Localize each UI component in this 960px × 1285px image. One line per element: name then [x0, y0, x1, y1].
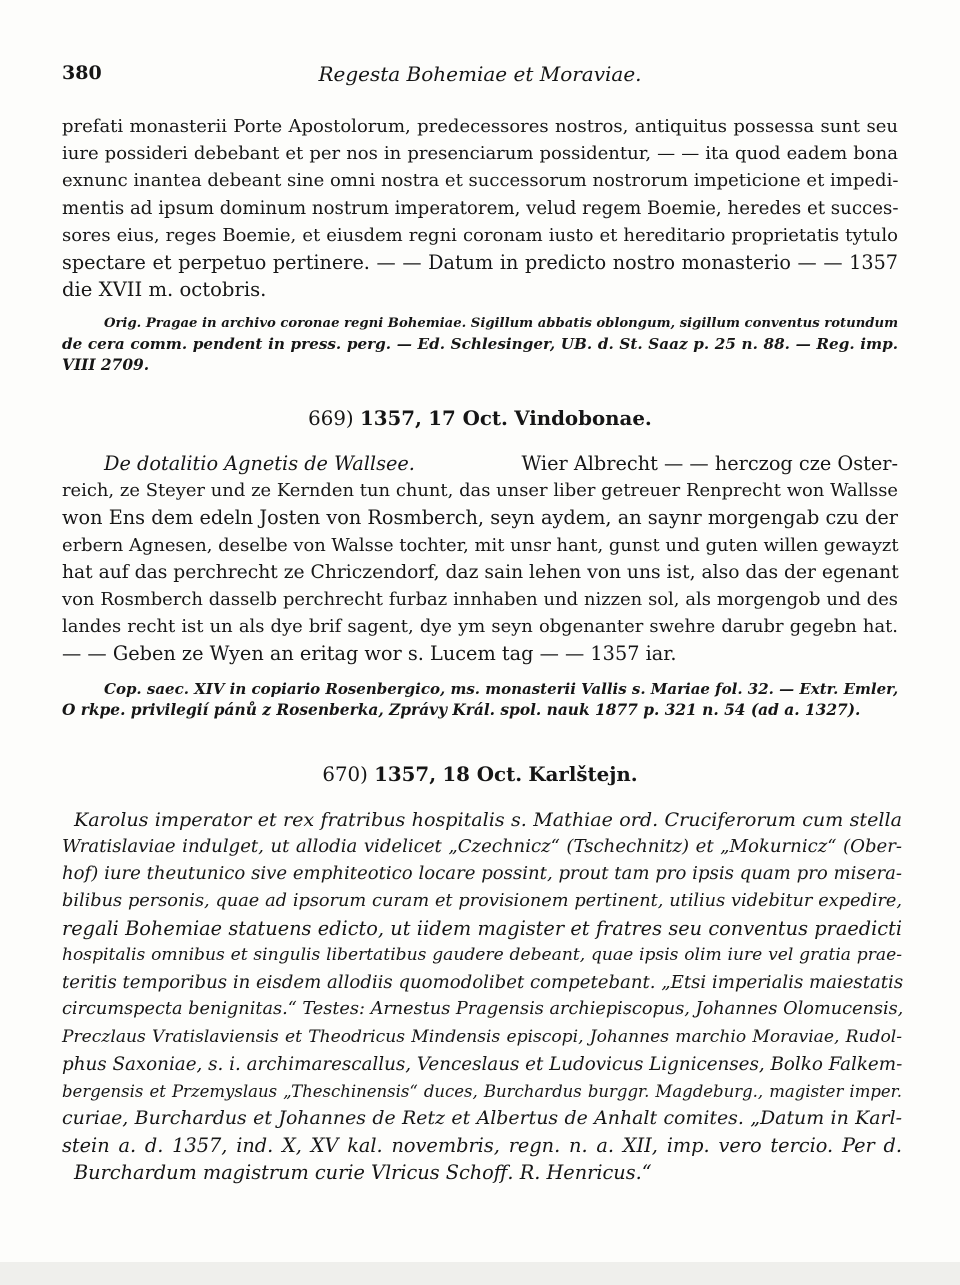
text-line: von Rosmberch dasselb perchrecht furbaz innhaben und nizzen sol, als morgengob und des: [62, 588, 898, 610]
text-line: mentis ad ipsum dominum nostrum imperatorem, velud regem Boemie, heredes et succes-: [62, 197, 899, 219]
text-line: landes recht ist un als dye brif sagent, dye ym seyn obgenanter swehre darubr gegebn hat.: [62, 616, 898, 638]
regest-summary: De dotalitio Agnetis de Wallsee.: [104, 452, 415, 475]
running-title: Regesta Bohemiae et Moraviae.: [318, 62, 642, 86]
text-line: phus Saxoniae, s. i. archimarescallus, Venceslaus et Ludovicus Lignicenses, Bolko Falkem-: [62, 1053, 903, 1075]
page-header: [62, 62, 898, 90]
entry-number: 669): [308, 407, 354, 430]
entry-text: [62, 450, 898, 668]
entry-place: Karlštejn.: [528, 762, 638, 786]
entry-date: 17 Oct.: [428, 406, 508, 430]
text-line: bilibus personis, quae ad ipsorum curam et provisionem pertinent, utilius videbitur expedire,: [62, 890, 902, 911]
text-line: spectare et perpetuo pertinere. — — Datum in predicto nostro monasterio — — 1357: [62, 250, 898, 274]
text-line: teritis temporibus in eisdem allodiis quomodolibet competebant. „Etsi imperialis maiestatis: [62, 972, 904, 994]
scan-bottom-edge: [0, 1262, 960, 1285]
entry-heading: [62, 406, 898, 430]
continuation-text: [62, 113, 898, 303]
page-number: 380: [62, 62, 102, 84]
text-line: bergensis et Przemyslaus „Theschinensis“ duces, Burchardus burggr. Magdeburg., magister imper.: [62, 1081, 902, 1101]
text-line: curiae, Burchardus et Johannes de Retz et Albertus de Anhalt comites. „Datum in Karl-: [62, 1107, 902, 1130]
entry-number: 670): [322, 763, 368, 786]
note-line: Orig. Pragae in archivo coronae regni Bohemiae. Sigillum abbatis oblongum, sigillum conventus rotundum: [104, 316, 899, 331]
note-line: VIII 2709.: [62, 356, 150, 374]
text-line: circumspecta benignitas.“ Testes: Arnestus Pragensis archiepiscopus, Johannes Olomucensis,: [62, 999, 904, 1020]
entry-date: 18 Oct.: [442, 762, 523, 786]
entry-heading: [62, 762, 898, 786]
note-line: Cop. saec. XIV in copiario Rosenbergico, ms. monasterii Vallis s. Mariae fol. 32. — Extr. Emler,: [104, 680, 899, 698]
text-line: — — Geben ze Wyen an eritag wor s. Lucem tag — — 1357 iar.: [62, 642, 677, 666]
entry-place: Vindobonae.: [514, 406, 652, 430]
text-line: sores eius, reges Boemie, et eiusdem regni coronam iusto et hereditario proprietatis tytulo: [62, 224, 898, 246]
text-line: won Ens dem edeln Josten von Rosmberch, seyn aydem, an saynr morgengab czu der: [62, 506, 898, 530]
text-line: iure possideri debebant et per nos in presenciarum possidentur, — — ita quod eadem bona: [62, 143, 898, 165]
note-line: O rkpe. privilegií pánů z Rosenberka, Zprávy Král. spol. nauk 1877 p. 321 n. 54 (ad a. 1327).: [62, 701, 861, 719]
text-line: prefati monasterii Porte Apostolorum, predecessores nostros, antiquitus possessa sunt seu: [62, 116, 898, 137]
text-line: Burchardum magistrum curie Vlricus Schoff. R. Henricus.“: [74, 1161, 652, 1185]
entry-year: 1357,: [374, 762, 437, 786]
text-line: Wratislaviae indulget, ut allodia videlicet „Czechnicz“ (Tschechnitz) et „Mokurnicz“ (Ober-: [62, 836, 902, 858]
text-line: die XVII m. octobris.: [62, 278, 267, 302]
text-line: hospitalis omnibus et singulis libertatibus gaudere debeant, quae ipsis olim iure vel gratia prae-: [62, 944, 902, 965]
source-note: [62, 313, 898, 376]
text-line: reich, ze Steyer und ze Kernden tun chunt, das unser liber getreuer Renprecht won Wallsse: [62, 480, 898, 502]
text-line: Karolus imperator et rex fratribus hospitalis s. Mathiae ord. Cruciferorum cum stella: [74, 808, 902, 831]
text-line: stein a. d. 1357, ind. X, XV kal. novembris, regn. n. a. XII, imp. vero tercio. Per d.: [62, 1134, 902, 1158]
text-line: hof) iure theutunico sive emphiteotico locare possint, prout tam pro ipsis quam pro misera-: [62, 863, 902, 885]
text-line: hat auf das perchrecht ze Chriczendorf, daz sain lehen von uns ist, also das der egenant: [62, 561, 899, 583]
source-note: [62, 679, 898, 721]
entry-year: 1357,: [359, 406, 422, 430]
note-line: de cera comm. pendent in press. perg. — Ed. Schlesinger, UB. d. St. Saaz p. 25 n. 88. — Reg. imp.: [62, 335, 898, 353]
text-incipit: Wier Albrecht — — herczog cze Oster-: [521, 452, 898, 475]
text-line: erbern Agnesen, deselbe von Walsse tochter, mit unsr hant, gunst und guten willen gewayzt: [62, 534, 899, 556]
regest-text: [62, 806, 902, 1187]
text-line: regali Bohemiae statuens edicto, ut iidem magister et fratres seu conventus praedicti: [62, 916, 902, 940]
text-line: [62, 450, 898, 477]
text-line: exnunc inantea debeant sine omni nostra et successorum nostrorum impeticione et impedi-: [62, 170, 899, 192]
text-line: Preczlaus Vratislaviensis et Theodricus Mindensis episcopi, Johannes marchio Moraviae, Rudol-: [62, 1026, 902, 1047]
